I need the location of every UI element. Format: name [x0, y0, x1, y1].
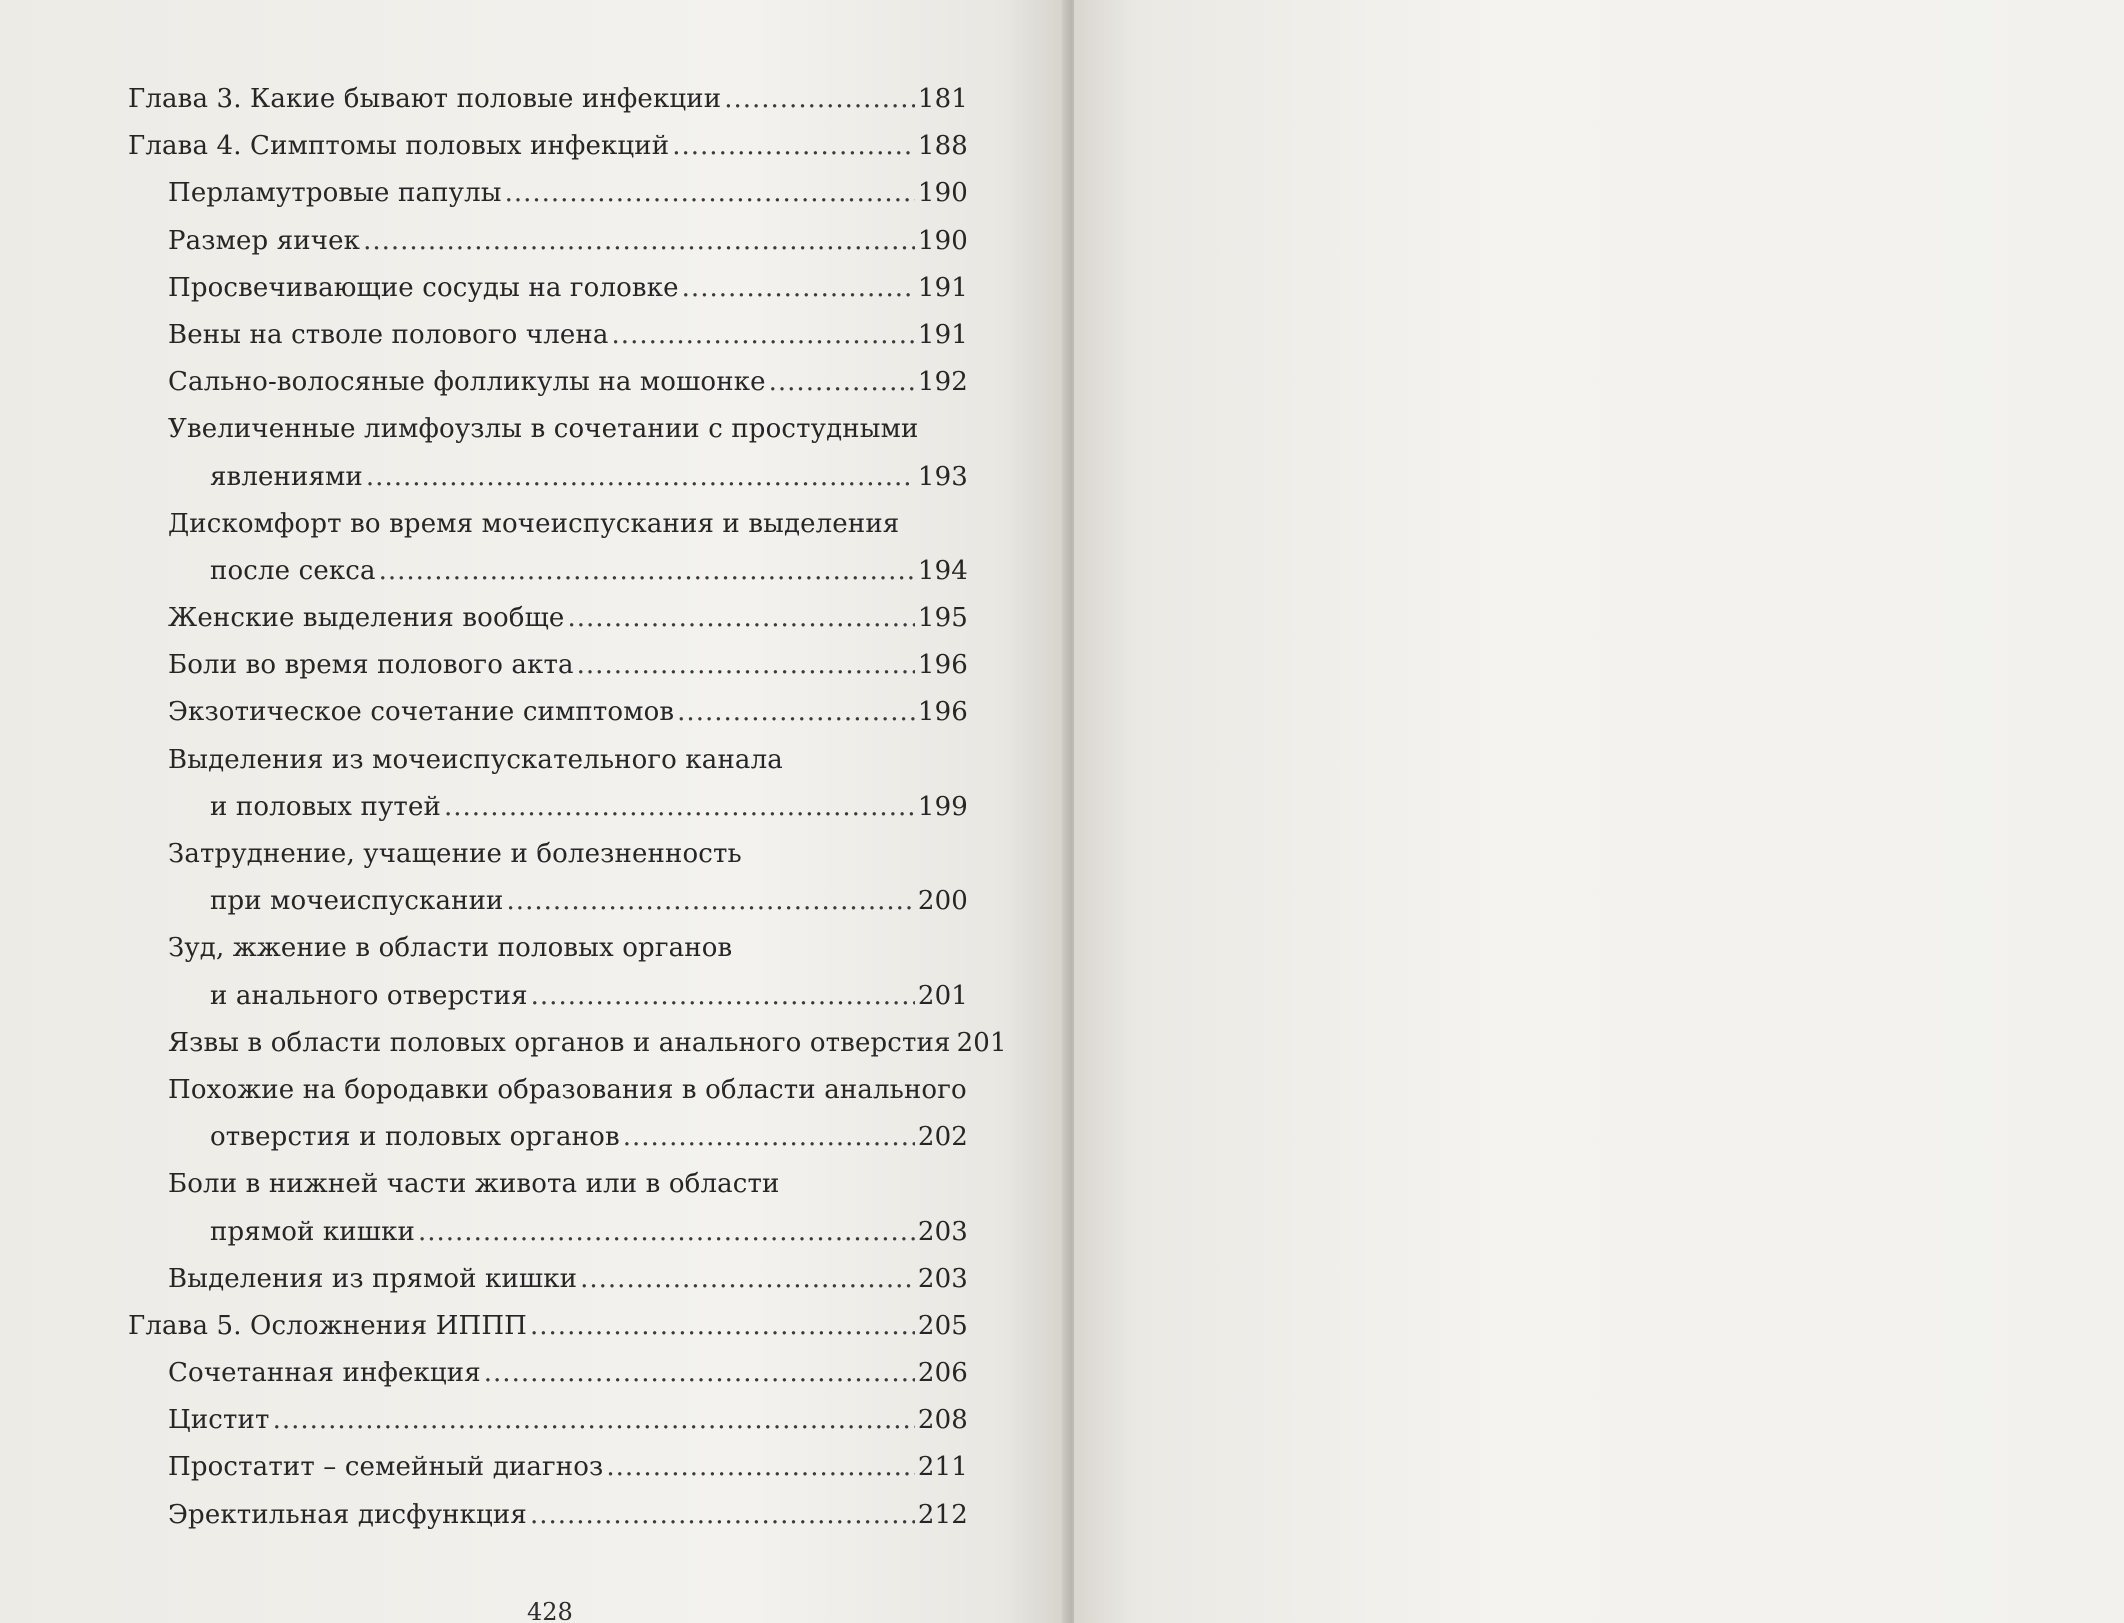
toc-entry-title: Просвечивающие сосуды на головке — [168, 272, 679, 303]
toc-entry-page: 200 — [917, 886, 968, 917]
toc-entry-page: 191 — [917, 319, 968, 350]
toc-entry-title: Глава 4. Симптомы половых инфекций — [128, 131, 670, 162]
toc-entry — [128, 1114, 968, 1161]
toc-entry-page: 201 — [917, 980, 968, 1011]
toc-entry — [128, 312, 968, 359]
toc-entry-title: Похожие на бородавки образования в области анального — [168, 1074, 967, 1105]
toc-leader-dots — [724, 76, 915, 123]
toc-leader-dots — [577, 642, 915, 689]
toc-leader-dots — [677, 689, 915, 736]
left-page-number: 428 — [527, 1598, 573, 1623]
toc-entry-title: Выделения из прямой кишки — [168, 1263, 578, 1294]
toc-entry — [128, 170, 968, 217]
toc-entry-title: Боли во время полового акта — [168, 650, 574, 681]
toc-leader-dots — [505, 170, 915, 217]
toc-entry-title: Цистит — [168, 1405, 270, 1436]
toc-leader-dots — [366, 454, 915, 501]
toc-entry-page: 212 — [917, 1499, 968, 1530]
toc-entry-title: Вены на стволе полового члена — [168, 319, 609, 350]
toc-entry — [128, 359, 968, 406]
toc-entry-page: 202 — [917, 1122, 968, 1153]
toc-entry — [128, 689, 968, 736]
toc-entry-title: Перламутровые папулы — [168, 178, 502, 209]
toc-entry-title: Сочетанная инфекция — [168, 1358, 481, 1389]
toc-entry-title: прямой кишки — [210, 1216, 415, 1247]
toc-entry-title: Увеличенные лимфоузлы в сочетании с простудными — [168, 414, 919, 445]
toc-entry — [128, 642, 968, 689]
toc-entry-title: Дискомфорт во время мочеиспускания и выделения — [168, 508, 900, 539]
toc-entry — [128, 218, 968, 265]
toc-entry-page: 208 — [917, 1405, 968, 1436]
toc-entry-title: и анального отверстия — [210, 980, 528, 1011]
toc-entry — [128, 265, 968, 312]
toc-entry — [128, 454, 968, 501]
toc-entry — [128, 595, 968, 642]
toc-entry — [128, 1256, 968, 1303]
toc-entry-page: 199 — [917, 791, 968, 822]
toc-entry — [128, 406, 968, 453]
toc-leader-dots — [484, 1350, 915, 1397]
toc-leader-dots — [531, 973, 915, 1020]
toc-entry-title: Глава 5. Осложнения ИППП — [128, 1310, 528, 1341]
toc-entry-page: 201 — [956, 1027, 1007, 1058]
toc-entry-page: 192 — [917, 367, 968, 398]
toc-entry — [128, 1303, 968, 1350]
toc-entry-title: отверстия и половых органов — [210, 1122, 620, 1153]
toc-entry-page: 203 — [917, 1216, 968, 1247]
toc-entry-page: 188 — [917, 131, 968, 162]
toc-entry — [128, 1209, 968, 1256]
toc-entry-title: при мочеиспускании — [210, 886, 504, 917]
toc-entry-page: 191 — [917, 272, 968, 303]
toc-entry-title: Размер яичек — [168, 225, 361, 256]
toc-entry-page: 206 — [917, 1358, 968, 1389]
toc-entry-page: 190 — [917, 225, 968, 256]
toc-entry-page: 193 — [917, 461, 968, 492]
toc-entry-title: явлениями — [210, 461, 363, 492]
toc-entry — [128, 501, 968, 548]
toc-leader-dots — [530, 1303, 915, 1350]
toc-entry — [128, 831, 968, 878]
toc-entry-page: 211 — [917, 1452, 968, 1483]
toc-entry — [128, 973, 968, 1020]
toc-leader-dots — [612, 312, 915, 359]
toc-entry-title: Глава 3. Какие бывают половые инфекции — [128, 84, 722, 114]
toc-entry-title: Зуд, жжение в области половых органов — [168, 933, 733, 964]
toc-leader-dots — [623, 1114, 915, 1161]
toc-entry — [128, 1492, 968, 1539]
toc-entry-page: 203 — [917, 1263, 968, 1294]
toc-leader-dots — [580, 1256, 915, 1303]
toc-entry — [128, 1020, 1007, 1067]
toc-entry-page: 194 — [917, 555, 968, 586]
toc-entry — [128, 1397, 968, 1444]
right-page — [1074, 0, 2124, 1623]
toc-entry-page: 190 — [917, 178, 968, 209]
toc-leader-dots — [379, 548, 915, 595]
toc-leader-dots — [507, 878, 915, 925]
toc-leader-dots — [606, 1444, 915, 1491]
toc-entry — [128, 548, 968, 595]
toc-entry — [128, 1161, 968, 1208]
toc-entry — [128, 1067, 968, 1114]
toc-entry — [128, 123, 968, 170]
toc-entry-page: 205 — [917, 1310, 968, 1341]
toc-leader-dots — [363, 218, 915, 265]
toc-entry-title: Экзотическое сочетание симптомов — [168, 697, 675, 728]
toc-entry-page: 195 — [917, 603, 968, 634]
toc-entry-page: 181 — [917, 84, 968, 114]
toc-entry-title: Боли в нижней части живота или в области — [168, 1169, 780, 1200]
toc-entry — [128, 784, 968, 831]
toc-entry-title: после секса — [210, 555, 376, 586]
toc-leader-dots — [444, 784, 915, 831]
toc-entry — [128, 1444, 968, 1491]
toc-entry — [128, 878, 968, 925]
toc-leader-dots — [567, 595, 914, 642]
toc-leader-dots — [769, 359, 915, 406]
toc-leader-dots — [672, 123, 915, 170]
toc-entry-title: Затруднение, учащение и болезненность — [168, 839, 742, 869]
toc-entry-page: 196 — [917, 650, 968, 681]
toc-entry-title: Простатит – семейный диагноз — [168, 1452, 604, 1483]
toc-leader-dots — [273, 1397, 915, 1444]
toc-entry — [128, 925, 968, 972]
toc-entry — [128, 76, 968, 123]
toc-leader-dots — [418, 1209, 915, 1256]
toc-entry-title: Эректильная дисфункция — [168, 1499, 527, 1530]
toc-leader-dots — [682, 265, 915, 312]
toc-entry-title: и половых путей — [210, 791, 441, 822]
toc-entry-page: 196 — [917, 697, 968, 728]
toc-entry — [128, 737, 968, 784]
toc-entry — [128, 1350, 968, 1397]
toc-entry-title: Женские выделения вообще — [168, 603, 565, 634]
toc-entry-title: Язвы в области половых органов и анального отверстия — [168, 1027, 951, 1058]
toc-leader-dots — [530, 1492, 915, 1539]
toc-entry-title: Сально-волосяные фолликулы на мошонке — [168, 367, 766, 398]
toc-entry-title: Выделения из мочеиспускательного канала — [168, 744, 783, 775]
left-toc — [128, 76, 1007, 1539]
